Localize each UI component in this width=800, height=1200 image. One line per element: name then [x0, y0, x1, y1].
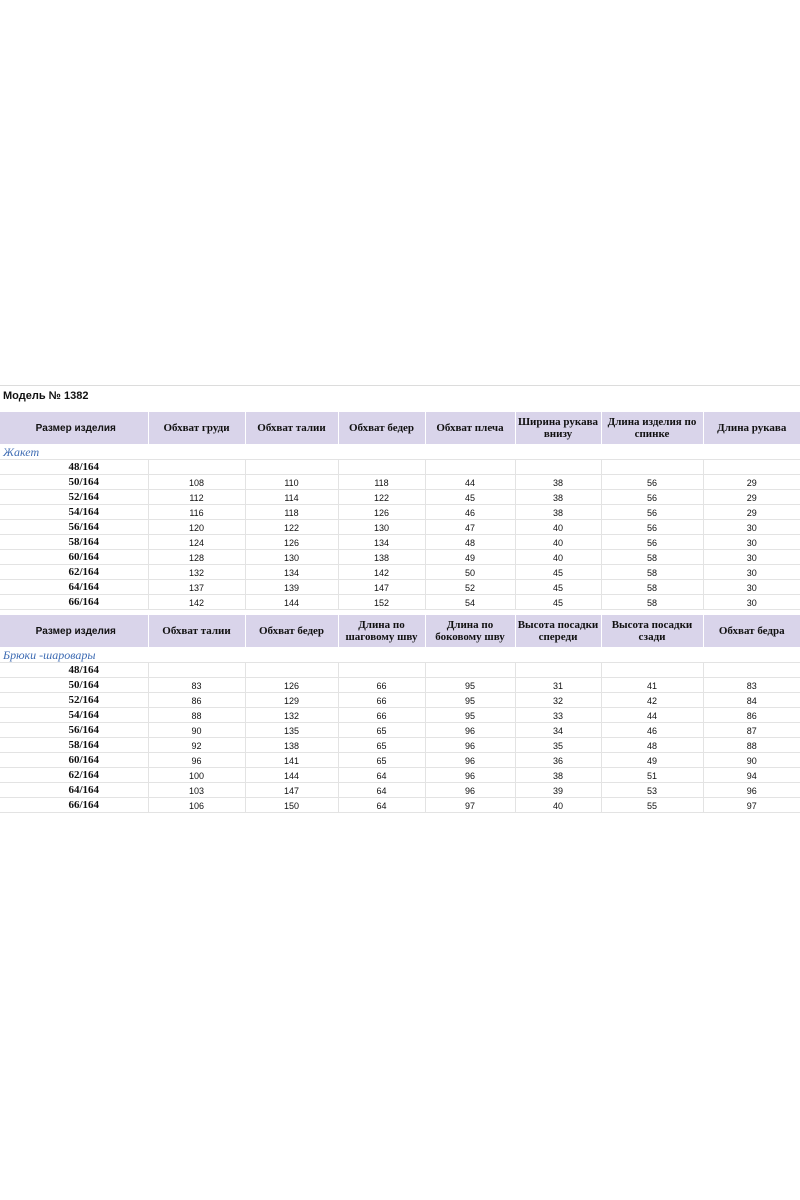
size-cell: 64/164 [0, 783, 148, 798]
value-cell: 128 [148, 550, 245, 565]
size-cell: 50/164 [0, 475, 148, 490]
table-row [0, 565, 800, 580]
value-cell: 49 [425, 550, 515, 565]
value-cell [148, 663, 245, 678]
value-cell: 56 [601, 490, 703, 505]
value-cell [148, 460, 245, 475]
size-cell: 62/164 [0, 768, 148, 783]
size-cell: 58/164 [0, 738, 148, 753]
size-cell: 48/164 [0, 663, 148, 678]
value-cell: 88 [148, 708, 245, 723]
size-cell: 58/164 [0, 535, 148, 550]
trousers-header-cell: Высота посадки спереди [515, 615, 601, 648]
value-cell: 38 [515, 768, 601, 783]
value-cell: 48 [425, 535, 515, 550]
value-cell: 114 [245, 490, 338, 505]
value-cell: 95 [425, 708, 515, 723]
trousers-section-row [0, 648, 800, 663]
jacket-table-body [0, 412, 800, 610]
value-cell: 45 [425, 490, 515, 505]
value-cell: 95 [425, 693, 515, 708]
value-cell [245, 663, 338, 678]
value-cell: 66 [338, 693, 425, 708]
model-title: Модель № 1382 [3, 390, 89, 402]
trousers-size-table [0, 615, 800, 813]
table-row [0, 693, 800, 708]
size-cell: 56/164 [0, 723, 148, 738]
value-cell [425, 663, 515, 678]
value-cell: 30 [703, 565, 800, 580]
value-cell: 29 [703, 475, 800, 490]
value-cell: 38 [515, 475, 601, 490]
trousers-table-body [0, 615, 800, 813]
table-row [0, 550, 800, 565]
value-cell: 122 [245, 520, 338, 535]
size-cell: 60/164 [0, 550, 148, 565]
value-cell: 56 [601, 475, 703, 490]
value-cell: 106 [148, 798, 245, 813]
value-cell: 31 [515, 678, 601, 693]
value-cell: 50 [425, 565, 515, 580]
value-cell: 40 [515, 550, 601, 565]
value-cell: 64 [338, 798, 425, 813]
value-cell: 144 [245, 595, 338, 610]
value-cell: 96 [425, 753, 515, 768]
value-cell: 32 [515, 693, 601, 708]
value-cell: 132 [148, 565, 245, 580]
value-cell: 40 [515, 535, 601, 550]
size-cell: 54/164 [0, 708, 148, 723]
table-row [0, 490, 800, 505]
size-cell: 48/164 [0, 460, 148, 475]
value-cell: 58 [601, 565, 703, 580]
value-cell: 40 [515, 520, 601, 535]
value-cell: 48 [601, 738, 703, 753]
value-cell: 41 [601, 678, 703, 693]
value-cell: 87 [703, 723, 800, 738]
value-cell: 90 [703, 753, 800, 768]
value-cell: 134 [338, 535, 425, 550]
trousers-header-cell: Высота посадки сзади [601, 615, 703, 648]
value-cell: 45 [515, 580, 601, 595]
value-cell: 86 [148, 693, 245, 708]
value-cell: 96 [425, 783, 515, 798]
value-cell: 124 [148, 535, 245, 550]
value-cell: 134 [245, 565, 338, 580]
value-cell [338, 663, 425, 678]
value-cell: 38 [515, 505, 601, 520]
value-cell: 64 [338, 783, 425, 798]
jacket-section-label: Жакет [0, 445, 800, 460]
value-cell: 54 [425, 595, 515, 610]
size-cell: 50/164 [0, 678, 148, 693]
value-cell: 126 [245, 678, 338, 693]
value-cell: 42 [601, 693, 703, 708]
table-row [0, 595, 800, 610]
jacket-size-table [0, 412, 800, 610]
jacket-header-cell: Размер изделия [0, 412, 148, 445]
value-cell: 108 [148, 475, 245, 490]
value-cell: 52 [425, 580, 515, 595]
table-row [0, 708, 800, 723]
size-cell: 62/164 [0, 565, 148, 580]
value-cell: 66 [338, 708, 425, 723]
value-cell: 147 [338, 580, 425, 595]
size-cell: 54/164 [0, 505, 148, 520]
jacket-header-cell: Обхват бедер [338, 412, 425, 445]
trousers-header-cell: Длина по боковому шву [425, 615, 515, 648]
value-cell: 90 [148, 723, 245, 738]
value-cell: 139 [245, 580, 338, 595]
table-row [0, 798, 800, 813]
value-cell: 45 [515, 565, 601, 580]
value-cell [703, 663, 800, 678]
value-cell: 47 [425, 520, 515, 535]
table-row [0, 505, 800, 520]
value-cell: 132 [245, 708, 338, 723]
value-cell: 44 [425, 475, 515, 490]
value-cell: 53 [601, 783, 703, 798]
value-cell: 29 [703, 505, 800, 520]
value-cell: 147 [245, 783, 338, 798]
value-cell: 122 [338, 490, 425, 505]
value-cell: 96 [425, 738, 515, 753]
jacket-header-cell: Обхват плеча [425, 412, 515, 445]
value-cell: 97 [703, 798, 800, 813]
value-cell: 96 [703, 783, 800, 798]
trousers-header-cell: Размер изделия [0, 615, 148, 648]
size-cell: 60/164 [0, 753, 148, 768]
trousers-header-cell: Длина по шаговому шву [338, 615, 425, 648]
value-cell: 46 [601, 723, 703, 738]
value-cell [425, 460, 515, 475]
value-cell: 83 [148, 678, 245, 693]
value-cell: 86 [703, 708, 800, 723]
value-cell: 116 [148, 505, 245, 520]
value-cell: 130 [245, 550, 338, 565]
value-cell: 66 [338, 678, 425, 693]
table-row [0, 723, 800, 738]
trousers-section-label: Брюки -шаровары [0, 648, 800, 663]
value-cell [245, 460, 338, 475]
value-cell: 65 [338, 723, 425, 738]
table-row [0, 535, 800, 550]
trousers-header-cell: Обхват бедер [245, 615, 338, 648]
value-cell: 92 [148, 738, 245, 753]
size-cell: 66/164 [0, 798, 148, 813]
jacket-header-cell: Длина изделия по спинке [601, 412, 703, 445]
value-cell [601, 663, 703, 678]
size-cell: 64/164 [0, 580, 148, 595]
value-cell: 65 [338, 753, 425, 768]
value-cell: 51 [601, 768, 703, 783]
value-cell: 30 [703, 550, 800, 565]
size-cell: 56/164 [0, 520, 148, 535]
table-row [0, 520, 800, 535]
value-cell: 44 [601, 708, 703, 723]
value-cell: 94 [703, 768, 800, 783]
value-cell: 46 [425, 505, 515, 520]
value-cell: 103 [148, 783, 245, 798]
value-cell [703, 460, 800, 475]
value-cell: 56 [601, 535, 703, 550]
value-cell: 58 [601, 595, 703, 610]
value-cell: 96 [425, 723, 515, 738]
trousers-header-row [0, 615, 800, 648]
value-cell: 129 [245, 693, 338, 708]
value-cell: 110 [245, 475, 338, 490]
value-cell: 150 [245, 798, 338, 813]
value-cell [338, 460, 425, 475]
value-cell: 36 [515, 753, 601, 768]
value-cell: 40 [515, 798, 601, 813]
value-cell: 35 [515, 738, 601, 753]
value-cell: 100 [148, 768, 245, 783]
value-cell: 30 [703, 535, 800, 550]
value-cell: 112 [148, 490, 245, 505]
size-cell: 52/164 [0, 693, 148, 708]
table-row [0, 753, 800, 768]
jacket-header-cell: Обхват талии [245, 412, 338, 445]
size-cell: 66/164 [0, 595, 148, 610]
value-cell: 96 [148, 753, 245, 768]
value-cell: 96 [425, 768, 515, 783]
value-cell: 95 [425, 678, 515, 693]
value-cell: 34 [515, 723, 601, 738]
value-cell: 49 [601, 753, 703, 768]
value-cell: 58 [601, 550, 703, 565]
value-cell: 84 [703, 693, 800, 708]
value-cell [515, 663, 601, 678]
table-row [0, 678, 800, 693]
table-row [0, 783, 800, 798]
value-cell: 30 [703, 580, 800, 595]
value-cell: 138 [338, 550, 425, 565]
value-cell [601, 460, 703, 475]
value-cell: 120 [148, 520, 245, 535]
value-cell: 30 [703, 595, 800, 610]
value-cell: 135 [245, 723, 338, 738]
value-cell: 56 [601, 505, 703, 520]
table-row [0, 663, 800, 678]
value-cell: 30 [703, 520, 800, 535]
value-cell: 45 [515, 595, 601, 610]
value-cell: 55 [601, 798, 703, 813]
size-cell: 52/164 [0, 490, 148, 505]
value-cell: 138 [245, 738, 338, 753]
jacket-header-cell: Обхват груди [148, 412, 245, 445]
value-cell: 137 [148, 580, 245, 595]
value-cell: 65 [338, 738, 425, 753]
value-cell: 58 [601, 580, 703, 595]
table-row [0, 580, 800, 595]
value-cell: 97 [425, 798, 515, 813]
jacket-header-row [0, 412, 800, 445]
value-cell: 130 [338, 520, 425, 535]
jacket-section-row [0, 445, 800, 460]
trousers-header-cell: Обхват бедра [703, 615, 800, 648]
value-cell: 64 [338, 768, 425, 783]
value-cell: 142 [338, 565, 425, 580]
value-cell: 126 [245, 535, 338, 550]
value-cell: 141 [245, 753, 338, 768]
table-row [0, 738, 800, 753]
value-cell: 144 [245, 768, 338, 783]
value-cell: 38 [515, 490, 601, 505]
jacket-header-cell: Длина рукава [703, 412, 800, 445]
value-cell [515, 460, 601, 475]
value-cell: 29 [703, 490, 800, 505]
table-row [0, 460, 800, 475]
table-row [0, 768, 800, 783]
value-cell: 118 [338, 475, 425, 490]
table-row [0, 475, 800, 490]
value-cell: 152 [338, 595, 425, 610]
value-cell: 126 [338, 505, 425, 520]
value-cell: 39 [515, 783, 601, 798]
value-cell: 142 [148, 595, 245, 610]
value-cell: 83 [703, 678, 800, 693]
trousers-header-cell: Обхват талии [148, 615, 245, 648]
top-rule [0, 385, 800, 386]
jacket-header-cell: Ширина рукава внизу [515, 412, 601, 445]
value-cell: 88 [703, 738, 800, 753]
value-cell: 33 [515, 708, 601, 723]
value-cell: 118 [245, 505, 338, 520]
value-cell: 56 [601, 520, 703, 535]
